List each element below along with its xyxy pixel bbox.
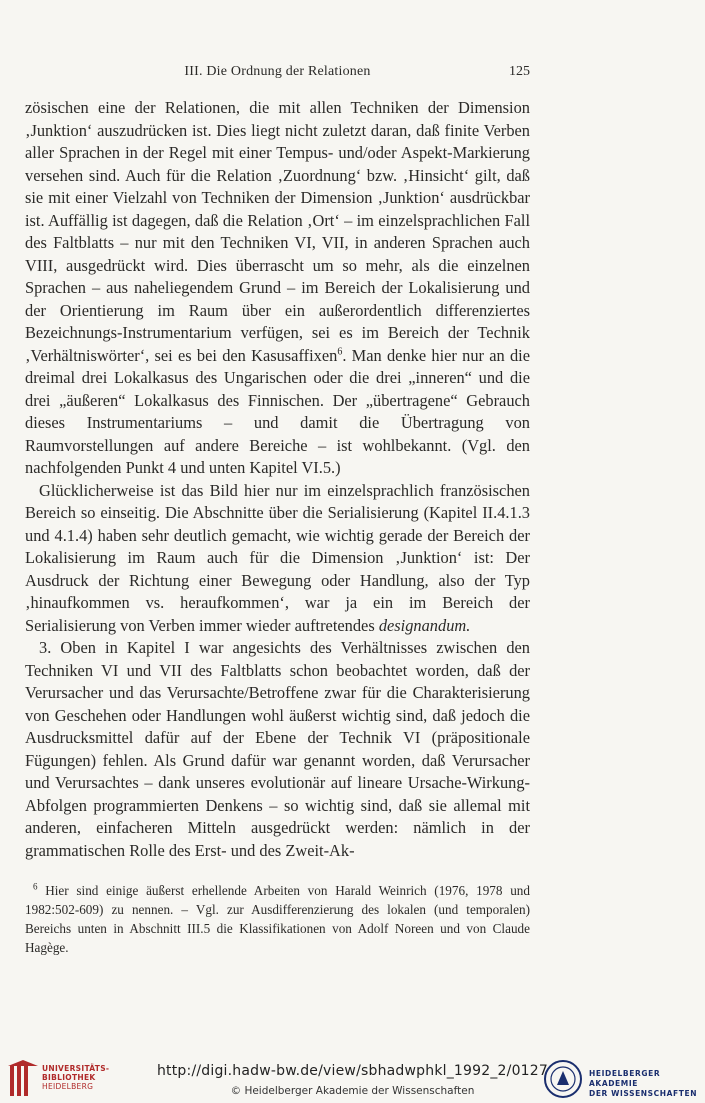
ub-line-2: BIBLIOTHEK — [42, 1073, 96, 1082]
main-text — [25, 97, 530, 862]
paragraph-3: 3. Oben in Kapitel I war angesichts des Verhältnisses zwischen den Techniken VI und VII des Faltblatts schon beobachtet worden, daß der Verursacher und das Verursachte/Betroffene zwar für die Charakterisierung von Geschehen oder Handlungen wohl äußerst wichtig sind, daß jedoch die Ausdrucksmittel dafür auf der Ebene der Technik VI (präpositionale Fügungen) fehlen. Als Grund dafür war genannt worden, daß Verursacher und Verursachtes – dank unseres evolutionär auf lineare Ursache-Wirkung-Abfolgen programmierten Denkens – so wichtig sind, daß sie allemal mit anderen, einfacheren Mitteln ausgedrückt werden: nämlich in der grammatischen Rolle des Erst- und des Zweit-Ak- — [25, 638, 530, 860]
permalink[interactable]: http://digi.hadw-bw.de/view/sbhadwphkl_1992_2/0127 — [156, 1063, 548, 1079]
copyright-notice: © Heidelberger Akademie der Wissenschaften — [230, 1085, 475, 1097]
academy-seal-icon[interactable] — [543, 1059, 583, 1099]
page-number: 125 — [509, 64, 530, 79]
footnote — [25, 881, 530, 957]
paragraph-1-text-b: . Man denke hier nur an die dreimal drei Lokalkasus des Ungarischen oder die drei „inneren“ und die drei „äußeren“ Lokalkasus des Finnischen. Der „übertragene“ Gebrauch dieses Instrumentariums – und damit die Übertragung von Raumvorstellungen auf andere Bereiche – ist wohlbekannt. (Vgl. den nachfolgenden Punkt 4 und unten Kapitel VI.5.) — [25, 345, 530, 477]
academy-line-2: DER WISSENSCHAFTEN — [589, 1089, 698, 1098]
paragraph-2-text: Glücklicherweise ist das Bild hier nur im einzelsprachlich französischen Bereich so einseitig. Die Abschnitte über die Serialisierung (Kapitel II.4.1.3 und 4.1.4) haben sehr deutlich gemacht, wie wichtig gerade der Bereich der Lokalisierung im Raum auch für die Dimension ‚Junktion‘ ist: Der Ausdruck der Richtung einer Bewegung oder Handlung, also der Typ ‚hinaufkommen vs. heraufkommen‘, war ja ein im Bereich der Serialisierung von Verben immer wieder auftretendes — [25, 480, 530, 635]
footnote-marker: 6 — [33, 881, 38, 892]
paragraph-1 — [25, 97, 530, 480]
paragraph-1-text-a: zösischen eine der Relationen, die mit allen Techniken der Dimension ‚Junktion‘ auszudrücken ist. Dies liegt nicht zuletzt daran, daß finite Verben aller Sprachen in der Regel mit einer Tempus- und/oder Aspekt-Markierung versehen sind. Auch für die Relation ‚Zuordnung‘ bzw. ‚Hinsicht‘ gilt, daß sie mit einer Vielzahl von Techniken der Dimension ‚Junktion‘ ausdrückbar ist. Auffällig ist dagegen, daß die Relation ‚Ort‘ – im einzelsprachlichen Fall des Faltblatts – nur mit den Techniken VI, VII, in anderen Sprachen auch VIII, ausgedrückt wird. Dies überrascht um so mehr, als die einzelnen Sprachen – aus naheliegendem Grund – im Bereich der Lokalisierung und der Orientierung im Raum über ein außerordentlich differenziertes Bezeichnungs-Instrumentarium verfügen, sei es im Bereich der Technik ‚Verhältniswörter‘, sei es bei den Kasusaffixen — [25, 98, 530, 365]
running-title: III. Die Ordnung der Relationen — [184, 64, 371, 79]
paragraph-2-italic-term: designandum. — [378, 615, 471, 635]
running-header — [25, 64, 530, 84]
footnote-text: Hier sind einige äußerst erhellende Arbeiten von Harald Weinrich (1976, 1978 und 1982:502-609) zu nennen. – Vgl. zur Ausdifferenzierung des lokalen (und temporalen) Bereichs unten in Abschnitt III.5 die Klassifikationen von Adolf Noreen und von Claude Hagège. — [25, 883, 530, 955]
footnote-reference: 6 — [337, 346, 343, 358]
academy-line-1: HEIDELBERGER AKADEMIE — [589, 1069, 661, 1088]
academy-label — [589, 1069, 705, 1099]
paragraph-2 — [25, 480, 530, 638]
page-footer — [0, 1052, 705, 1103]
ub-line-3: HEIDELBERG — [42, 1082, 94, 1091]
ub-line-1: UNIVERSITÄTS- — [42, 1064, 110, 1073]
